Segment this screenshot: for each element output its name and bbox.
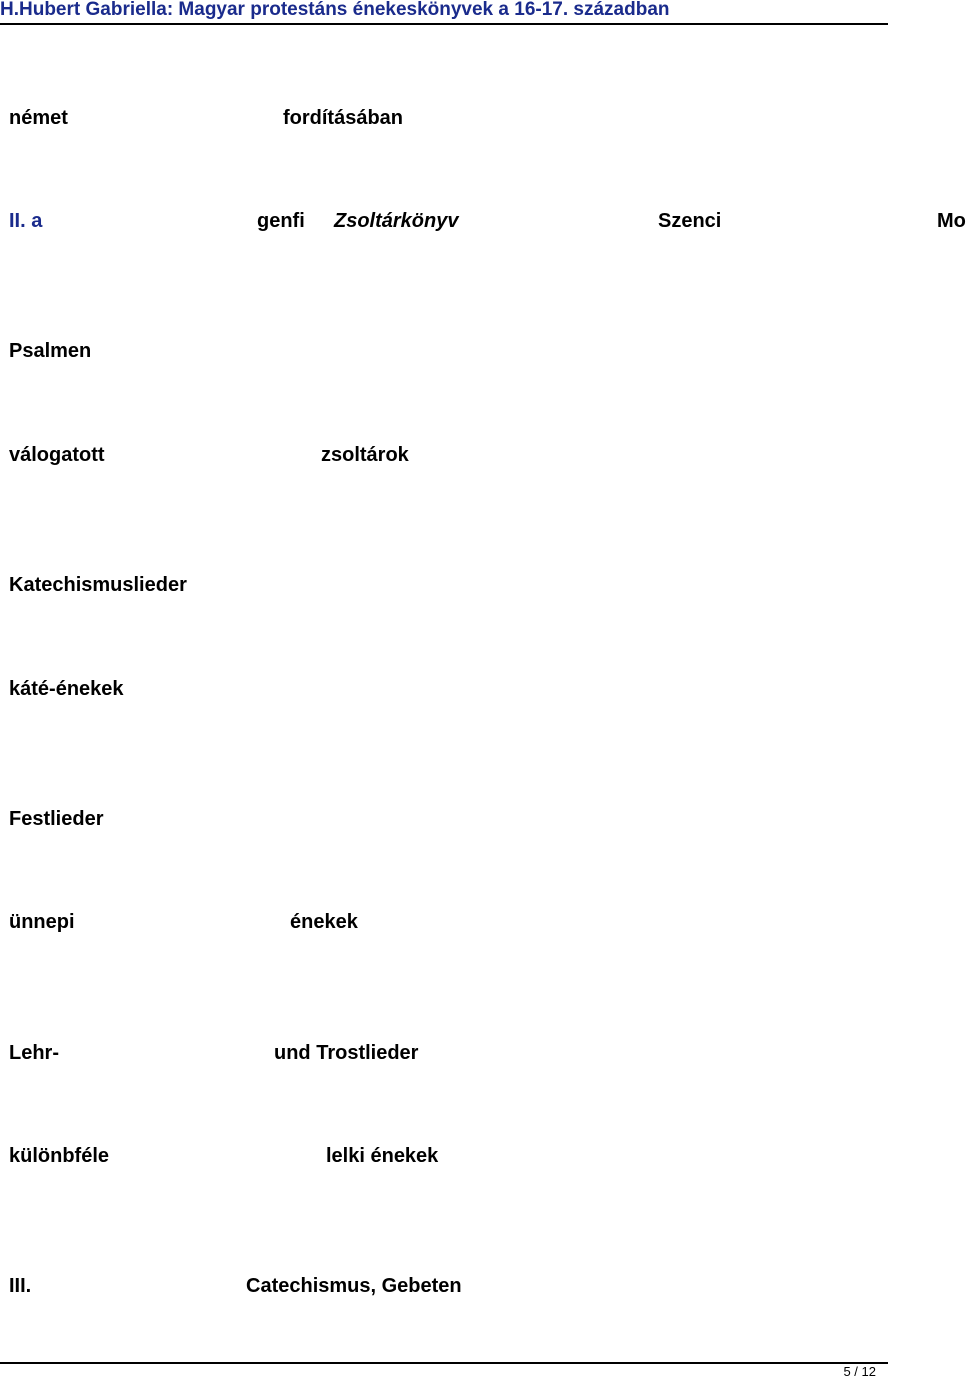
row-label: Katechismuslieder bbox=[9, 574, 187, 596]
row-text: fordításában bbox=[283, 107, 404, 129]
row-text-truncated: Mo bbox=[937, 210, 966, 232]
row-text: énekek bbox=[290, 911, 358, 933]
footer-divider bbox=[0, 1362, 888, 1364]
table-row bbox=[0, 209, 966, 237]
row-text: zsoltárok bbox=[321, 444, 409, 466]
table-row bbox=[0, 573, 960, 601]
row-label: Lehr- bbox=[9, 1042, 59, 1064]
table-row bbox=[0, 1274, 960, 1302]
row-text: lelki énekek bbox=[326, 1145, 439, 1167]
table-row bbox=[0, 1144, 960, 1172]
header-divider bbox=[0, 23, 888, 25]
section-number: III. bbox=[9, 1275, 32, 1297]
table-row bbox=[0, 910, 960, 938]
row-text: Szenci bbox=[658, 210, 722, 232]
row-label: Festlieder bbox=[9, 808, 104, 830]
table-row bbox=[0, 677, 960, 705]
row-label: német bbox=[9, 107, 68, 129]
row-label: válogatott bbox=[9, 444, 105, 466]
table-row bbox=[0, 443, 960, 471]
row-text: und Trostlieder bbox=[274, 1042, 419, 1064]
row-text: genfi bbox=[257, 210, 305, 232]
row-label: káté-énekek bbox=[9, 678, 124, 700]
row-text: Catechismus, Gebeten bbox=[246, 1275, 462, 1297]
row-label: Psalmen bbox=[9, 340, 92, 362]
table-row bbox=[0, 106, 960, 134]
page-number: 5 / 12 bbox=[843, 1364, 876, 1379]
table-row bbox=[0, 339, 960, 367]
section-number: II. a bbox=[9, 210, 43, 232]
document-title: H.Hubert Gabriella: Magyar protestáns énekeskönyvek a 16-17. században bbox=[0, 0, 670, 20]
table-row bbox=[0, 1041, 960, 1069]
row-label: különbféle bbox=[9, 1145, 110, 1167]
table-row bbox=[0, 807, 960, 835]
row-title-italic: Zsoltárkönyv bbox=[334, 210, 459, 232]
row-label: ünnepi bbox=[9, 911, 75, 933]
